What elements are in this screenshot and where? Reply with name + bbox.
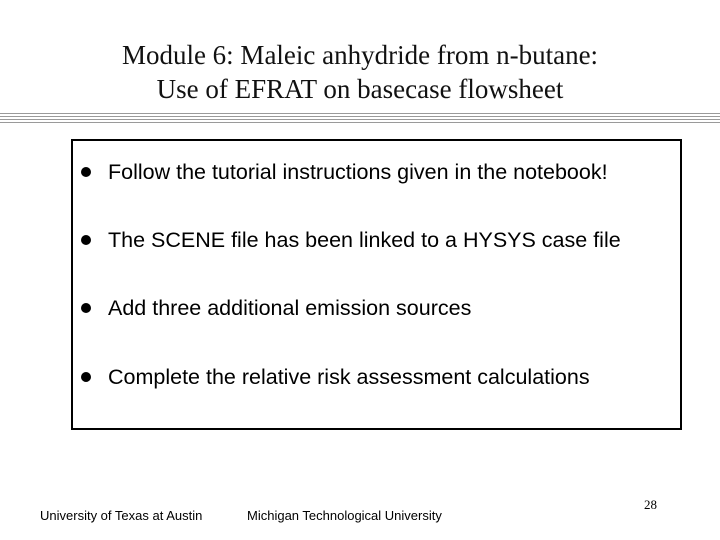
bullet-item xyxy=(81,362,590,392)
footer-left-institution: University of Texas at Austin xyxy=(40,508,203,523)
bullet-text: The SCENE file has been linked to a HYSYS case file xyxy=(108,227,621,252)
bullet-dot-icon xyxy=(81,372,91,382)
bullet-item xyxy=(81,225,621,255)
slide-title-line-2: Use of EFRAT on basecase flowsheet xyxy=(156,74,564,104)
page-number: 28 xyxy=(644,497,657,512)
slide-title-line-1: Module 6: Maleic anhydride from n-butane: xyxy=(121,40,599,70)
bullet-text: Follow the tutorial instructions given in the notebook! xyxy=(108,159,608,184)
bullet-item xyxy=(81,293,471,323)
bullet-item xyxy=(81,157,608,187)
bullet-dot-icon xyxy=(81,167,91,177)
bullet-dot-icon xyxy=(81,235,91,245)
bullet-list-box xyxy=(71,139,682,430)
bullet-dot-icon xyxy=(81,303,91,313)
bullet-text: Complete the relative risk assessment calculations xyxy=(108,364,590,389)
slide-title xyxy=(0,38,720,106)
title-divider xyxy=(0,113,720,125)
bullet-text: Add three additional emission sources xyxy=(108,295,472,320)
footer-center-institution: Michigan Technological University xyxy=(247,508,442,523)
